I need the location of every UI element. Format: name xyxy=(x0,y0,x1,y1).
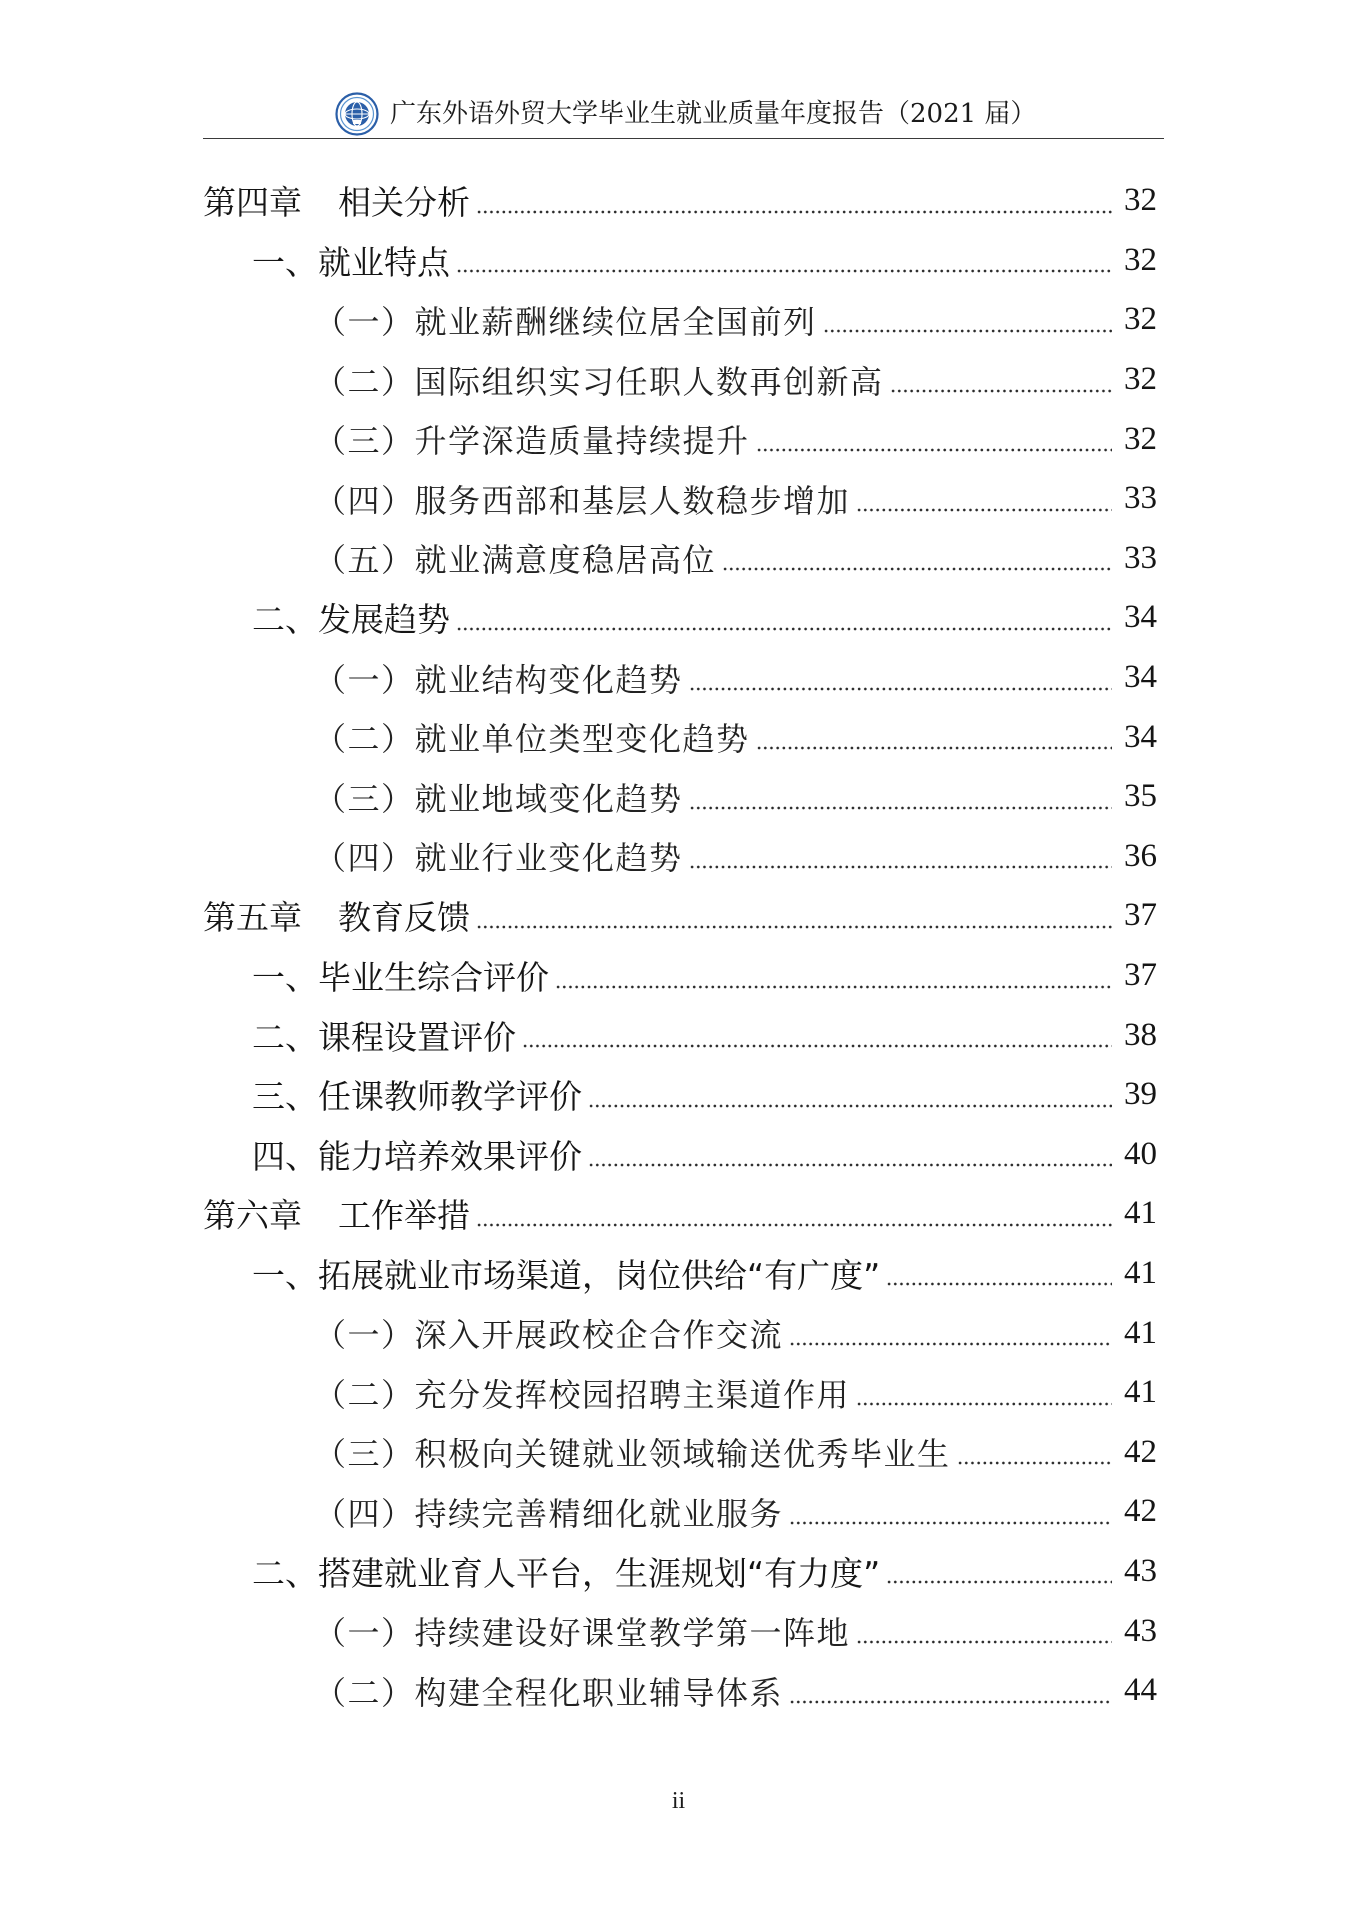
dot-leader xyxy=(856,1401,1112,1407)
toc-subsection-entry[interactable] xyxy=(0,1661,1357,1721)
toc-subsection-title: （五）就业满意度稳居高位 xyxy=(314,541,717,580)
toc-section-title: 一、毕业生综合评价 xyxy=(252,958,549,998)
university-emblem-icon xyxy=(335,92,379,136)
toc-page-number: 37 xyxy=(1124,957,1157,994)
toc-section-title: 四、能力培养效果评价 xyxy=(252,1136,582,1176)
toc-page-number: 34 xyxy=(1124,659,1157,696)
toc-section-title: 二、发展趋势 xyxy=(252,600,450,640)
dot-leader xyxy=(722,566,1112,572)
toc-subsection-entry[interactable] xyxy=(0,409,1357,469)
toc-section-title: 三、任课教师教学评价 xyxy=(252,1077,582,1117)
toc-section-entry[interactable] xyxy=(0,946,1357,1006)
dot-leader xyxy=(886,1281,1112,1287)
toc-subsection-title: （二）国际组织实习任职人数再创新高 xyxy=(314,362,884,401)
toc-section-title: 二、课程设置评价 xyxy=(252,1017,516,1057)
dot-leader xyxy=(456,268,1112,274)
toc-chapter-title: 相关分析 xyxy=(338,183,470,223)
toc-subsection-title: （四）服务西部和基层人数稳步增加 xyxy=(314,481,851,520)
dot-leader xyxy=(689,805,1112,811)
toc-page-number: 32 xyxy=(1124,182,1157,219)
toc-page-number: 35 xyxy=(1124,778,1157,815)
toc-page-number: 41 xyxy=(1124,1314,1157,1351)
toc-section-entry[interactable] xyxy=(0,1244,1357,1304)
dot-leader xyxy=(689,686,1112,692)
toc-subsection-title: （三）就业地域变化趋势 xyxy=(314,779,683,818)
dot-leader xyxy=(476,1222,1112,1228)
toc-subsection-entry[interactable] xyxy=(0,707,1357,767)
toc-page-number: 43 xyxy=(1124,1612,1157,1649)
toc-section-entry[interactable] xyxy=(0,1542,1357,1602)
toc-page-number: 42 xyxy=(1124,1493,1157,1530)
toc-subsection-entry[interactable] xyxy=(0,1303,1357,1363)
toc-section-title: 一、就业特点 xyxy=(252,242,450,282)
toc-section-title: 二、搭建就业育人平台，生涯规划“有力度” xyxy=(252,1553,881,1593)
dot-leader xyxy=(588,1162,1112,1168)
toc-page-number: 39 xyxy=(1124,1076,1157,1113)
toc-chapter-number: 第四章 xyxy=(203,183,302,223)
dot-leader xyxy=(588,1103,1112,1109)
toc-subsection-title: （一）深入开展政校企合作交流 xyxy=(314,1316,784,1355)
toc-page-number: 37 xyxy=(1124,897,1157,934)
dot-leader xyxy=(522,1043,1112,1049)
toc-page-number: 32 xyxy=(1124,301,1157,338)
toc-subsection-title: （三）升学深造质量持续提升 xyxy=(314,422,750,461)
toc-section-title: 一、拓展就业市场渠道，岗位供给“有广度” xyxy=(252,1255,881,1295)
toc-page-number: 34 xyxy=(1124,599,1157,636)
toc-section-entry[interactable] xyxy=(0,1065,1357,1125)
toc-subsection-title: （二）就业单位类型变化趋势 xyxy=(314,720,750,759)
toc-page-number: 32 xyxy=(1124,361,1157,398)
toc-section-entry[interactable] xyxy=(0,1125,1357,1185)
dot-leader xyxy=(890,388,1112,394)
toc-chapter-title: 工作举措 xyxy=(338,1196,470,1236)
toc-page-number: 41 xyxy=(1124,1374,1157,1411)
toc-section-entry[interactable] xyxy=(0,231,1357,291)
toc-subsection-entry[interactable] xyxy=(0,469,1357,529)
toc-page-number: 32 xyxy=(1124,241,1157,278)
dot-leader xyxy=(476,209,1112,215)
toc-page-number: 41 xyxy=(1124,1195,1157,1232)
toc-section-entry[interactable] xyxy=(0,1005,1357,1065)
toc-subsection-title: （二）构建全程化职业辅导体系 xyxy=(314,1673,784,1712)
page-number-footer: ii xyxy=(671,1788,686,1814)
header-divider xyxy=(203,138,1164,139)
toc-subsection-title: （一）就业结构变化趋势 xyxy=(314,660,683,699)
toc-page-number: 34 xyxy=(1124,718,1157,755)
dot-leader xyxy=(789,1341,1112,1347)
toc-subsection-title: （一）就业薪酬继续位居全国前列 xyxy=(314,302,817,341)
toc-subsection-entry[interactable] xyxy=(0,350,1357,410)
toc-chapter-entry[interactable] xyxy=(0,171,1357,231)
dot-leader xyxy=(856,507,1112,513)
dot-leader xyxy=(456,626,1112,632)
table-of-contents xyxy=(0,171,1357,1720)
dot-leader xyxy=(856,1639,1112,1645)
toc-chapter-entry[interactable] xyxy=(0,886,1357,946)
dot-leader xyxy=(789,1520,1112,1526)
dot-leader xyxy=(823,328,1112,334)
toc-page-number: 32 xyxy=(1124,420,1157,457)
toc-section-entry[interactable] xyxy=(0,588,1357,648)
toc-subsection-title: （四）持续完善精细化就业服务 xyxy=(314,1494,784,1533)
toc-subsection-title: （三）积极向关键就业领域输送优秀毕业生 xyxy=(314,1435,951,1474)
toc-chapter-entry[interactable] xyxy=(0,1184,1357,1244)
toc-subsection-entry[interactable] xyxy=(0,767,1357,827)
dot-leader xyxy=(476,924,1112,930)
toc-page-number: 41 xyxy=(1124,1254,1157,1291)
dot-leader xyxy=(689,864,1112,870)
toc-subsection-entry[interactable] xyxy=(0,290,1357,350)
toc-page-number: 42 xyxy=(1124,1433,1157,1470)
dot-leader xyxy=(756,447,1112,453)
toc-page-number: 33 xyxy=(1124,539,1157,576)
dot-leader xyxy=(886,1579,1112,1585)
dot-leader xyxy=(957,1460,1112,1466)
toc-subsection-title: （二）充分发挥校园招聘主渠道作用 xyxy=(314,1375,851,1414)
toc-subsection-title: （四）就业行业变化趋势 xyxy=(314,839,683,878)
toc-page-number: 44 xyxy=(1124,1672,1157,1709)
toc-page-number: 43 xyxy=(1124,1552,1157,1589)
toc-subsection-entry[interactable] xyxy=(0,648,1357,708)
toc-page-number: 36 xyxy=(1124,837,1157,874)
dot-leader xyxy=(789,1699,1112,1705)
report-header-title: 广东外语外贸大学毕业生就业质量年度报告（2021 届） xyxy=(390,99,1037,129)
dot-leader xyxy=(756,745,1112,751)
toc-page-number: 38 xyxy=(1124,1016,1157,1053)
toc-subsection-entry[interactable] xyxy=(0,1482,1357,1542)
toc-page-number: 33 xyxy=(1124,480,1157,517)
toc-page-number: 40 xyxy=(1124,1135,1157,1172)
toc-chapter-title: 教育反馈 xyxy=(338,898,470,938)
toc-chapter-number: 第五章 xyxy=(203,898,302,938)
toc-subsection-entry[interactable] xyxy=(0,529,1357,589)
toc-subsection-entry[interactable] xyxy=(0,1422,1357,1482)
dot-leader xyxy=(555,984,1112,990)
toc-subsection-title: （一）持续建设好课堂教学第一阵地 xyxy=(314,1614,851,1653)
toc-subsection-entry[interactable] xyxy=(0,1601,1357,1661)
toc-subsection-entry[interactable] xyxy=(0,1363,1357,1423)
toc-chapter-number: 第六章 xyxy=(203,1196,302,1236)
toc-subsection-entry[interactable] xyxy=(0,827,1357,887)
